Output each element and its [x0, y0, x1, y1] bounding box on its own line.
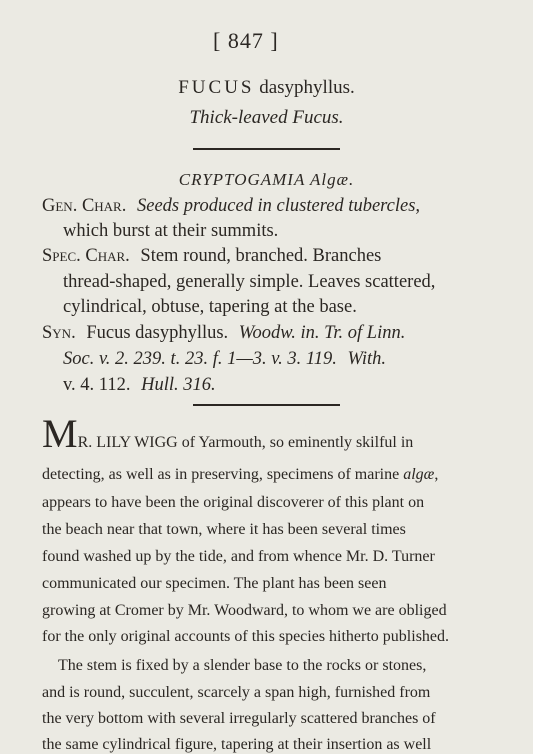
spec-char-text-2: thread-shaped, generally simple. Leaves scattered, [63, 272, 436, 292]
body-line-9: The stem is fixed by a slender base to the rocks or stones, [58, 657, 427, 674]
order-name: Algæ. [310, 170, 355, 189]
spec-char-text-1: Stem round, branched. Branches [140, 246, 382, 266]
spec-char-label: Spec. Char. [42, 246, 130, 266]
syn-line-2 [63, 347, 386, 372]
syn-text-2b: With. [347, 349, 387, 369]
body-line-1 [42, 411, 414, 456]
syn-line-3 [63, 373, 216, 398]
body-line-4: the beach near that town, where it has been several times [42, 521, 406, 538]
common-name: Thick-leaved Fucus. [189, 107, 344, 128]
class-name: CRYPTOGAMIA [178, 170, 306, 189]
body-line-11: the very bottom with several irregularly scattered branches of [42, 710, 436, 727]
title-divider [193, 148, 340, 150]
gen-char-line-1 [42, 194, 420, 219]
body-line-6: communicated our specimen. The plant has been seen [42, 575, 387, 592]
syn-text-3a: v. 4. 112. [63, 375, 131, 395]
syn-label: Syn. [42, 323, 76, 343]
syn-text-3b: Hull. 316. [141, 375, 216, 395]
gen-char-label: Gen. Char. [42, 196, 127, 216]
body-text: R. LILY WIGG of Yarmouth, so eminently skilful in [77, 434, 414, 451]
body-line-8: for the only original accounts of this species hitherto published. [42, 628, 450, 645]
species-title [0, 77, 533, 99]
body-text: , [434, 466, 439, 483]
body-line-3: appears to have been the original discoverer of this plant on [42, 494, 425, 511]
spec-char-text-3: cylindrical, obtuse, tapering at the base. [63, 297, 357, 317]
section-divider [193, 404, 340, 406]
gen-char-text-2: which burst at their summits. [63, 221, 279, 241]
syn-text-1b: Woodw. in. Tr. of Linn. [238, 323, 406, 343]
body-line-2 [42, 466, 438, 484]
page-number: [ 847 ] [213, 28, 279, 53]
body-italic: algæ [403, 466, 435, 483]
body-line-10: and is round, succulent, scarcely a span high, furnished from [42, 684, 431, 701]
syn-text-1a: Fucus dasyphyllus. [86, 323, 229, 343]
spec-char-line-1 [42, 244, 381, 269]
body-line-12: the same cylindrical figure, tapering at their insertion as well [42, 736, 432, 753]
drop-cap: M [42, 411, 78, 456]
genus-name: FUCUS [178, 77, 255, 98]
classification-line [0, 170, 533, 190]
gen-char-text-1: Seeds produced in clustered tubercles, [136, 196, 421, 216]
body-text: detecting, as well as in preserving, specimens of marine [42, 466, 404, 483]
syn-line-1 [42, 321, 405, 346]
species-epithet: dasyphyllus. [259, 77, 355, 98]
body-line-7: growing at Cromer by Mr. Woodward, to whom we are obliged [42, 602, 447, 619]
body-line-5: found washed up by the tide, and from whence Mr. D. Turner [42, 548, 435, 565]
syn-text-2a: Soc. v. 2. 239. t. 23. f. 1—3. v. 3. 119. [63, 349, 337, 369]
